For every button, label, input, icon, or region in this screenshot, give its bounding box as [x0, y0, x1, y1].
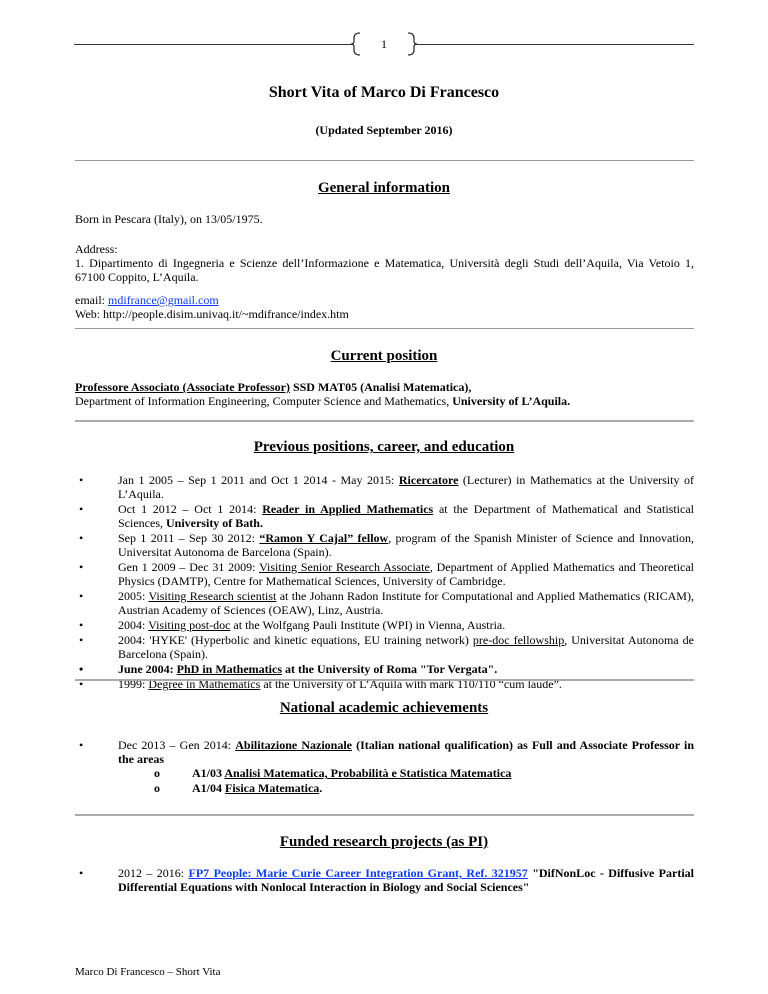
page-number: 1: [381, 37, 387, 51]
role-sector: SSD MAT05 (Analisi Matematica),: [289, 380, 472, 394]
list-item: • Dec 2013 – Gen 2014: Abilitazione Nazionale (Italian national qualification) as Full and Associate Professor in the areas o A1/03 Analisi Matematica, Probabilità e Statistica Matematica o A1/04 Fisica Matematica.: [75, 738, 694, 795]
page-header: [0, 32, 768, 58]
email-label: email:: [75, 293, 108, 307]
current-position-heading: Current position: [330, 348, 438, 364]
birth-info: Born in Pescara (Italy), on 13/05/1975.: [75, 212, 263, 226]
list-item: • 1999: Degree in Mathematics at the University of L’Aquila with mark 110/110 “cum laude”.: [75, 677, 694, 691]
university-name: University of L’Aquila.: [452, 394, 571, 408]
list-item: • Jan 1 2005 – Sep 1 2011 and Oct 1 2014 - May 2015: Ricercatore (Lecturer) in Mathematics at the University of L’Aquila.: [75, 473, 694, 501]
address-text: 1. Dipartimento di Ingegneria e Scienze dell’Informazione e Matematica, Università degli Studi dell’Aquila, Via Vetoio 1, 67100 Coppito, L’Aquila.: [75, 256, 694, 284]
previous-positions-list: [75, 473, 694, 692]
list-item: • Gen 1 2009 – Dec 31 2009: Visiting Senior Research Associate, Department of Applied Mathematics and Theoretical Physics (DAMTP), Centre for Mathematical Sciences, University of Cambridge.: [75, 560, 694, 588]
current-department: [75, 394, 694, 408]
sub-list-item: o A1/03 Analisi Matematica, Probabilità e Statistica Matematica: [154, 766, 694, 780]
section-divider: [75, 328, 694, 329]
document-title: Short Vita of Marco Di Francesco: [268, 84, 500, 101]
grant-link[interactable]: FP7 People: Marie Curie Career Integration Grant, Ref. 321957: [188, 866, 528, 880]
list-item: • 2012 – 2016: FP7 People: Marie Curie Career Integration Grant, Ref. 321957 "DifNonLoc - Diffusive Partial Differential Equations with Nonlocal Interaction in Biology and Social Sciences": [75, 866, 694, 894]
address-label: Address:: [75, 242, 118, 256]
list-item: • June 2004: PhD in Mathematics at the University of Roma "Tor Vergata".: [75, 662, 694, 676]
section-divider: [75, 679, 694, 681]
funded-projects-heading: Funded research projects (as PI): [279, 834, 489, 850]
department-text: Department of Information Engineering, Computer Science and Mathematics,: [75, 394, 453, 408]
list-item: • 2005: Visiting Research scientist at the Johann Radon Institute for Computational and Applied Mathematics (RICAM), Austrian Academy of Sciences (OEAW), Linz, Austria.: [75, 589, 694, 617]
section-divider: [75, 160, 694, 161]
header-rule-right: [414, 44, 694, 45]
previous-positions-heading: Previous positions, career, and education: [253, 439, 515, 455]
list-item: • Oct 1 2012 – Oct 1 2014: Reader in Applied Mathematics at the Department of Mathematical and Statistical Sciences, University of Bath.: [75, 502, 694, 530]
header-rule-left: [74, 44, 354, 45]
funded-projects-list: [75, 866, 694, 895]
current-role: [75, 380, 694, 394]
email-line: [75, 293, 694, 307]
section-divider: [75, 814, 694, 816]
left-brace-icon: [350, 32, 362, 56]
general-info-heading: General information: [317, 180, 451, 196]
list-item: • 2004: Visiting post-doc at the Wolfgang Pauli Institute (WPI) in Vienna, Austria.: [75, 618, 694, 632]
role-title: Professore Associato (Associate Professor): [75, 380, 290, 394]
national-achievements-heading: National academic achievements: [279, 700, 489, 716]
list-item: • 2004: 'HYKE' (Hyperbolic and kinetic equations, EU training network) pre-doc fellowship, Universitat Autonoma de Barcelona (Spain).: [75, 633, 694, 661]
areas-sublist: [118, 766, 694, 795]
national-achievements-list: [75, 738, 694, 796]
page-footer: Marco Di Francesco – Short Vita: [75, 966, 221, 978]
email-link[interactable]: mdifrance@gmail.com: [108, 293, 219, 307]
list-item: • Sep 1 2011 – Sep 30 2012: “Ramon Y Cajal” fellow, program of the Spanish Minister of Science and Innovation, Universitat Autonoma de Barcelona (Spain).: [75, 531, 694, 559]
sub-list-item: o A1/04 Fisica Matematica.: [154, 781, 694, 795]
document-subtitle: (Updated September 2016): [315, 123, 453, 137]
web-line: Web: http://people.disim.univaq.it/~mdifrance/index.htm: [75, 307, 349, 321]
section-divider: [75, 420, 694, 422]
